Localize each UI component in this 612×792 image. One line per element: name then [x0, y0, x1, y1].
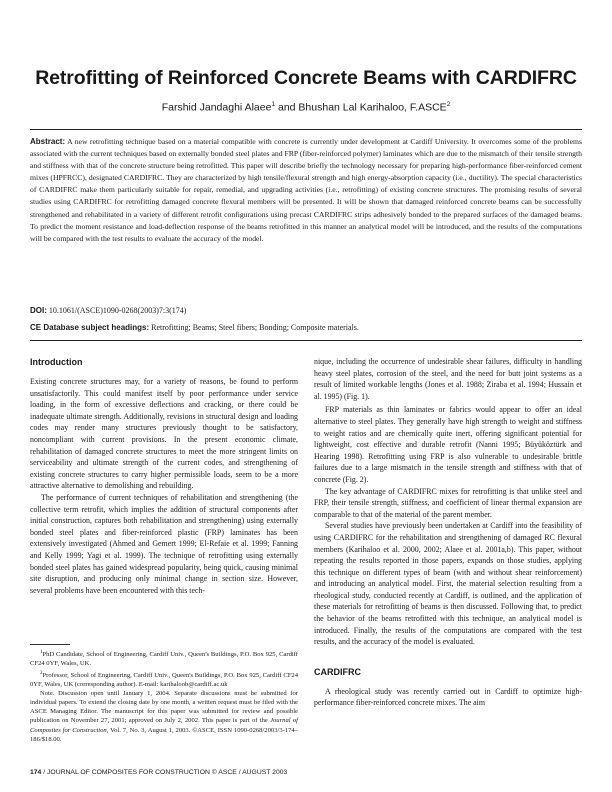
paragraph: Several studies have previously been undertaken at Cardiff into the feasibility of using CARDIFRC for the rehabilitation and strengthening of damaged RC flexural members (Karihaloo et al. 2000, 2002; Alaee et al. 2001a,b). This paper, without repeating the results reported in those papers, expands on those studies, applying this technique on different types of beam (with and without shear reinforcement) and introducing an analytical model. First, the material selection resulting from a rheological study, conducted recently at Cardiff, is outlined, and the application of these materials for retrofitting of beams is then discussed. Following that, to predict the behavior of the beams retrofitted with this technique, an analytical model is introduced. Finally, the results of the computations are compared with the test results, and the accuracy of the model is evaluated. — [314, 521, 582, 647]
paragraph: nique, including the occurrence of undesirable shear failures, difficulty in handling heavy steel plates, corrosion of the steel, and the need for butt joint systems as a result of limited workable lengths (Jones et al. 1988; Ziraba et al. 1994; Hussain et al. 1995) (Fig. 1). — [314, 357, 582, 401]
footnotes — [30, 648, 298, 744]
footer-journal-info: / JOURNAL OF COMPOSITES FOR CONSTRUCTION © ASCE / AUGUST 2003 — [41, 769, 288, 776]
section-heading-introduction: Introduction — [30, 357, 83, 367]
author-1-affiliation-mark: 1 — [271, 101, 276, 108]
page-number: 174 — [30, 769, 42, 776]
author-connector: and — [275, 101, 299, 114]
doi-value: 10.1061/(ASCE)1090-0268(2003)7:3(174) — [48, 306, 187, 315]
left-column — [30, 356, 298, 596]
footnote-2 — [30, 669, 298, 690]
author-2: Bhushan Lal Karihaloo, F.ASCE — [298, 101, 447, 114]
paragraph: Existing concrete structures may, for a variety of reasons, be found to perform unsatisfactorily. This could manifest itself by poor performance under service loading, in the form of excessive deflections and cracking, or there could be inadequate ultimate strength. Additionally, revisions in structural design and loading codes may render many structures previously thought to be satisfactory, noncompliant with current provisions. In the present economic climate, rehabilitation of damaged concrete structures to meet the more stringent limits on serviceability and ultimate strength of the current codes, and strengthening of existing concrete structures to carry higher permissible loads, seem to be a more attractive alternative to demolishing and rebuilding. — [30, 377, 298, 491]
abstract-text: A new retrofitting technique based on a material compatible with concrete is currently under development at Cardiff University. It overcomes some of the problems associated with the current techniques based on externally bonded steel plates and FRP (fiber-reinforced polymer) laminates which are due to the mismatch of their tensile strength and stiffness with that of the concrete structure being retrofitted. This paper will describe briefly the technology necessary for preparing high-performance fiber-reinforced cement mixes (HPFRCC), designated CARDIFRC. They are characterized by high tensile/flexural strength and high energy-absorption capacity (i.e., ductility). The special characteristics of CARDIFRC make them particularly suitable for repair, remedial, and upgrading activities (i.e., retrofitting) of existing concrete structures. The promising results of several studies using CARDIFRC for retrofitting damaged concrete flexural members will be presented. It will be shown that damaged reinforced concrete beams can be successfully strengthened and rehabilitated in a variety of different retrofit configurations using precast CARDIFRC strips adhesively bonded to the prepared surfaces of the damaged beams. To predict the moment resistance and load-deflection response of the beams retrofitted in this manner an analytical model will be introduced, and the results of the computations will be compared with the test results to evaluate the accuracy of the model. — [30, 137, 582, 243]
journal-name: Journal of Composites for Construction — [30, 717, 298, 734]
author-2-affiliation-mark: 2 — [446, 101, 451, 108]
author-line — [30, 101, 582, 114]
header-bottom-divider — [30, 340, 582, 341]
page-footer — [30, 769, 582, 776]
footnote-mark: 2 — [40, 670, 43, 676]
footnote-1 — [30, 648, 298, 669]
footnote-text: Professor, School of Engineering, Cardiff Univ., Queen's Buildings, P.O. Box 925, Cardiff CF24 0YF, Wales, UK (corresponding author). E-mail: karihaloob@cardiff.ac.uk — [30, 671, 298, 688]
footnote-divider — [30, 644, 70, 645]
top-divider — [30, 129, 582, 130]
subject-headings — [30, 323, 582, 332]
paper-title: Retrofitting of Reinforced Concrete Beams with CARDIFRC — [35, 67, 577, 89]
paragraph: The key advantage of CARDIFRC mixes for retrofitting is that unlike steel and FRP, their tensile strength, stiffness, and coefficient of linear thermal expansion are comparable to that of the material of the parent member. — [314, 486, 582, 519]
section-heading-cardifrc: CARDIFRC — [314, 666, 361, 677]
footnote-text: PhD Candidate, School of Engineering, Cardiff Univ., Queen's Buildings, P.O. Box 925, Cardiff CF24 0YF, Wales, UK. — [30, 651, 298, 668]
abstract-label: Abstract: — [30, 137, 66, 146]
abstract — [30, 136, 582, 245]
doi-line — [30, 306, 582, 315]
paragraph: FRP materials as thin laminates or fabrics would appear to offer an ideal alternative to steel plates. They generally have high strength to weight and stiffness to weight ratios and are chemically quite inert, offering significant potential for lightweight, cost effective and durable retrofit (Nanni 1995; Büyüköztürk and Hearing 1998). Retrofitting using FRP is also vulnerable to undesirable brittle failures due to a large mismatch in the tensile strength and stiffness with that of concrete (Fig. 2). — [314, 405, 582, 484]
note-text: Note. Discussion open until January 1, 2004. Separate discussions must be submitted for individual papers. To extend the closing date by one month, a written request must be filed with the ASCE Managing Editor. The manuscript for this paper was submitted for review and possible publication on November 27, 2001; approved on July 2, 2002. This paper is part of the — [30, 690, 298, 725]
paragraph: A rheological study was recently carried out in Cardiff to optimize high-performance fiber-reinforced concrete mixes. The aim — [314, 686, 582, 708]
subject-value: Retrofitting; Beams; Steel fibers; Bonding; Composite materials. — [151, 323, 359, 332]
discussion-note — [30, 689, 298, 744]
paragraph: The performance of current techniques of rehabilitation and strengthening (the collective term retrofit, which implies the addition of structural components after initial construction, captures both rehabilitation and strengthening) using externally bonded steel plates and fiber-reinforced plastic (FRP) laminates has been extensively investigated (Ahmed and Gemert 1999; El-Refaie et al. 1999; Fanning and Kelly 1999; Yagi et al. 1999). The technique of retrofitting using externally bonded steel plates has gained widespread popularity, being quick, causing minimal site disruption, and producing only minimal change in section size. However, several problems have been encountered with this tech- — [30, 492, 298, 595]
doi-label: DOI: — [30, 306, 47, 315]
right-column — [314, 356, 582, 709]
subject-label: CE Database subject headings: — [30, 323, 150, 332]
footnote-mark: 1 — [40, 650, 43, 655]
author-1: Farshid Jandaghi Alaee — [161, 101, 272, 114]
note-text-end: , Vol. 7, No. 3, August 1, 2003. ©ASCE, ISSN 1090-0268/2003/3-174–186/$18.00. — [30, 726, 298, 743]
